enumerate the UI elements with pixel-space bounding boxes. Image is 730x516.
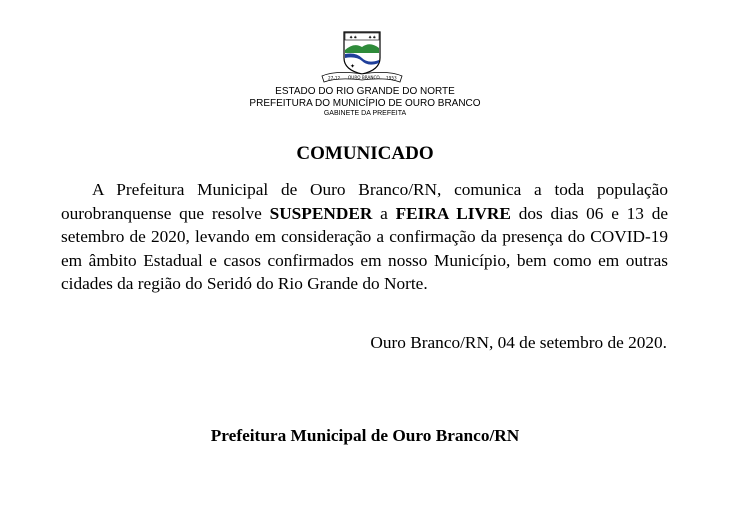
signature: Prefeitura Municipal de Ouro Branco/RN <box>210 426 520 445</box>
crest-motto-left: 27-12 <box>328 75 341 81</box>
document-title: COMUNICADO <box>296 143 434 164</box>
header-gabinete: GABINETE DA PREFEITA <box>323 110 407 117</box>
body-bold-feira-livre: FEIRA LIVRE <box>395 203 511 223</box>
crest-motto-center: OURO BRANCO <box>348 75 380 80</box>
header-state: ESTADO DO RIO GRANDE DO NORTE <box>275 86 455 97</box>
date-line: Ouro Branco/RN, 04 de setembro de 2020. <box>370 333 667 352</box>
svg-text:✦: ✦ <box>350 63 356 70</box>
document-body <box>61 178 668 296</box>
svg-text:⁕⁕: ⁕⁕ <box>368 35 377 41</box>
crest-motto-right: 1953 <box>386 75 397 81</box>
body-text-1: A Prefeitura Municipal de Ouro Branco/RN, comunica a toda população ourobranquense que resolve <box>61 180 668 223</box>
body-text-3: dos dias 06 e 13 de setembro de 2020, levando em consideração a confirmação da presença do COVID-19 em âmbito Estadual e casos confirmados em nosso Município, bem como em outras cidades da região do Seridó do Rio Grande do Norte. <box>61 203 669 293</box>
body-text-2: a <box>372 203 396 223</box>
body-bold-suspender: SUSPENDER <box>269 203 373 223</box>
crest <box>316 28 408 84</box>
municipal-coat-of-arms-icon <box>316 28 408 84</box>
svg-text:⁕⁕: ⁕⁕ <box>349 35 358 41</box>
header-prefeitura: PREFEITURA DO MUNICÍPIO DE OURO BRANCO <box>249 98 481 109</box>
